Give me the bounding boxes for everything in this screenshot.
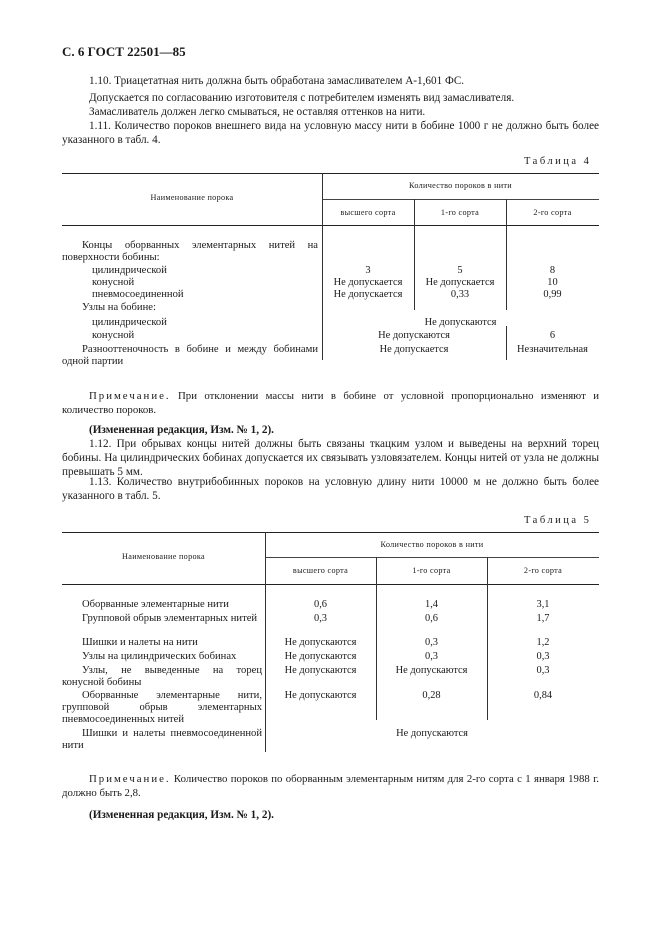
table-4-row-label: пневмосоединенной (92, 289, 184, 300)
table-5-row-label: Шишки и налеты на нити (82, 637, 198, 648)
table-4-cell: Не допускается (425, 277, 495, 288)
table-5-label: Таблица 5 (524, 515, 592, 526)
table-5-grade-1: 1-го сорта (412, 566, 451, 575)
edition-note-1: (Измененная редакция, Изм. № 1, 2). (89, 424, 274, 436)
table-4-cell: 8 (549, 265, 556, 276)
table-4-row-label: цилиндрической (92, 317, 167, 328)
table-5-cell: Не допускаются (395, 665, 468, 676)
table-5-cell: Не допускаются (284, 651, 357, 662)
table-5-cell: 0,3 (425, 637, 438, 648)
table-5-row-label: Оборванные элементарные нити, групповой обрыв элементарных пневмосоединенных нитей (62, 690, 262, 725)
table-4-cell: 10 (547, 277, 558, 288)
table-5-cell: 0,3 (314, 613, 327, 624)
table-5-cell: 3,1 (536, 599, 550, 610)
table-4-col-group: Количество пороков в нити (409, 181, 512, 190)
table-5-row-label: Узлы на цилиндрических бобинах (82, 651, 237, 662)
table-4-cell: 3 (365, 265, 371, 276)
table-4-col-name: Наименование порока (150, 193, 234, 202)
edition-note-2: (Измененная редакция, Изм. № 1, 2). (89, 809, 274, 821)
clause-1-10: 1.10. Триацетатная нить должна быть обработана замасливателем А-1,601 ФС. (89, 75, 465, 87)
clause-1-10-note-2: Замасливатель должен легко смываться, не оставляя оттенков на нити. (89, 106, 426, 118)
table-5-cell: 0,6 (425, 613, 438, 624)
table-4-row-label: Узлы на бобине: (82, 302, 156, 313)
table-5-row-label: Шишки и налеты пневмосоединенной нити (62, 728, 262, 751)
table-5-cell: 0,3 (425, 651, 438, 662)
table-5-cell: 1,7 (536, 613, 550, 624)
table-4-row-label: цилиндрической (92, 265, 167, 276)
table-4-grade-2: 2-го сорта (533, 208, 572, 217)
clause-1-11: 1.11. Количество пороков внешнего вида на условную массу нити в бобине 1000 г не должно быть более указанного в табл. 4. (62, 120, 599, 146)
table-4-cell: 6 (549, 330, 556, 341)
table-4-cell: Незначительная (517, 344, 588, 355)
table-5-row-label: Оборванные элементарные нити (82, 599, 229, 610)
table-5-cell-span: Не допускаются (396, 728, 468, 739)
table-4-cell: Не допускается (333, 289, 403, 300)
table-4-row-label: Концы оборванных элементарных нитей на поверхности бобины: (62, 240, 318, 263)
table-4-row-label: конусной (92, 330, 135, 341)
table-4-row-label: конусной (92, 277, 135, 288)
table-5-col-group: Количество пороков в нити (380, 540, 484, 549)
table-4-label: Таблица 4 (524, 156, 592, 167)
table-4-cell: 0,99 (543, 289, 562, 300)
table-5-grade-top: высшего сорта (292, 566, 349, 575)
table-5-row-label: Узлы, не выведенные на торец конусной бобины (62, 665, 262, 688)
clause-1-13: 1.13. Количество внутрибобинных пороков на условную длину нити 10000 м не должно быть более указанного в табл. 5. (62, 476, 599, 502)
table-4-cell: 5 (457, 265, 463, 276)
table-4-grade-top: высшего сорта (340, 208, 396, 217)
table-4-cell-span: Не допускаются (424, 317, 497, 328)
table-5-cell: 0,84 (533, 690, 553, 701)
table-5-cell: 0,28 (422, 690, 441, 701)
table-5-row-label: Групповой обрыв элементарных нитей (82, 613, 258, 624)
table-5-grade-2: 2-го сорта (523, 566, 563, 575)
table-5-col-name: Наименование порока (122, 552, 205, 561)
table-4-grade-1: 1-го сорта (440, 208, 480, 217)
table-4-cell-span: Не допускаются (378, 330, 450, 341)
clause-1-10-note: Допускается по согласованию изготовителя с потребителем изменять вид замасливателя. (89, 92, 515, 104)
table-5-cell: 1,4 (425, 599, 438, 610)
table-5-note: Примечание. Количество пороков по оборванным элементарным нитям для 2-го сорта с 1 января 1988 г. должно быть 2,8. (62, 773, 599, 799)
table-5-cell: Не допускаются (284, 665, 357, 676)
table-4-note: Примечание. При отклонении массы нити в бобине от условной пропорционально изменяют и количество пороков. (62, 390, 599, 416)
table-4-cell-span: Не допускается (379, 344, 449, 355)
table-5-cell: 0,6 (314, 599, 327, 610)
table-5-cell: 0,3 (536, 665, 550, 676)
table-4-cell: 0,33 (450, 289, 470, 300)
table-5-cell: 1,2 (536, 637, 550, 648)
table-4-cell: Не допускается (333, 277, 403, 288)
table-5-cell: Не допускаются (284, 690, 357, 701)
page-header: С. 6 ГОСТ 22501—85 (62, 44, 186, 59)
table-5-cell: 0,3 (536, 651, 550, 662)
table-5-cell: Не допускаются (284, 637, 357, 648)
clause-1-12: 1.12. При обрывах концы нитей должны быть связаны ткацким узлом и выведены на верхний торец бобины. На цилиндрических бобинах допускается их связывать узловязателем. Концы нитей от узла не должны превышать 5 мм. (62, 438, 599, 478)
table-4-row-label: Разнооттеночность в бобине и между бобинами одной партии (62, 344, 318, 367)
